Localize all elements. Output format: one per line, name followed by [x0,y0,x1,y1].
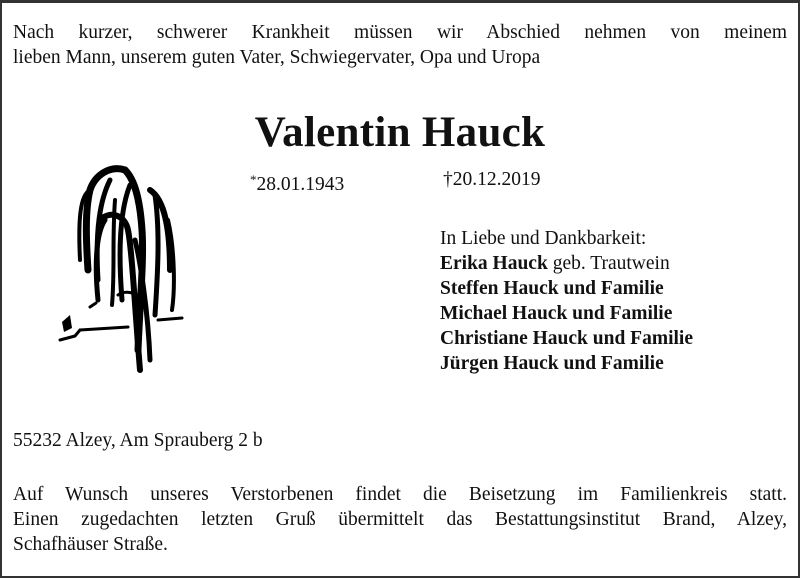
family-member [440,301,693,326]
family-member [440,276,693,301]
family-member [440,351,693,376]
intro-line-1: Nach kurzer, schwerer Krankheit müssen wir Abschied nehmen von meinem [13,22,787,43]
birth-symbol: * [250,172,257,187]
family-member [440,251,693,276]
birth-date [250,167,344,197]
deceased-name: Valentin Hauck [254,109,546,156]
family-member-name: Christiane Hauck und Familie [440,328,693,349]
death-date: †20.12.2019 [443,169,541,190]
family-list [440,226,693,376]
family-member [440,326,693,351]
family-member-name: Jürgen Hauck und Familie [440,353,664,374]
intro-line-2: lieben Mann, unserem guten Vater, Schwiegervater, Opa und Uropa [13,47,541,68]
address: 55232 Alzey, Am Sprauberg 2 b [13,430,263,451]
family-member-name: Michael Hauck und Familie [440,303,673,324]
birth-date-text: 28.01.1943 [256,174,345,195]
family-member-note: geb. Trautwein [547,253,670,274]
family-member-name: Steffen Hauck und Familie [440,278,664,299]
family-member-name: Erika Hauck [440,253,548,274]
outro-line-2: Einen zugedachten letzten Gruß übermittelt das Bestattungsinstitut Brand, Alzey, [13,509,787,530]
outro-line-1: Auf Wunsch unseres Verstorbenen findet die Beisetzung im Familienkreis statt. [13,484,787,505]
outro-line-3: Schafhäuser Straße. [13,534,168,555]
weeping-willow-icon [40,160,190,380]
family-heading: In Liebe und Dankbarkeit: [440,228,647,249]
